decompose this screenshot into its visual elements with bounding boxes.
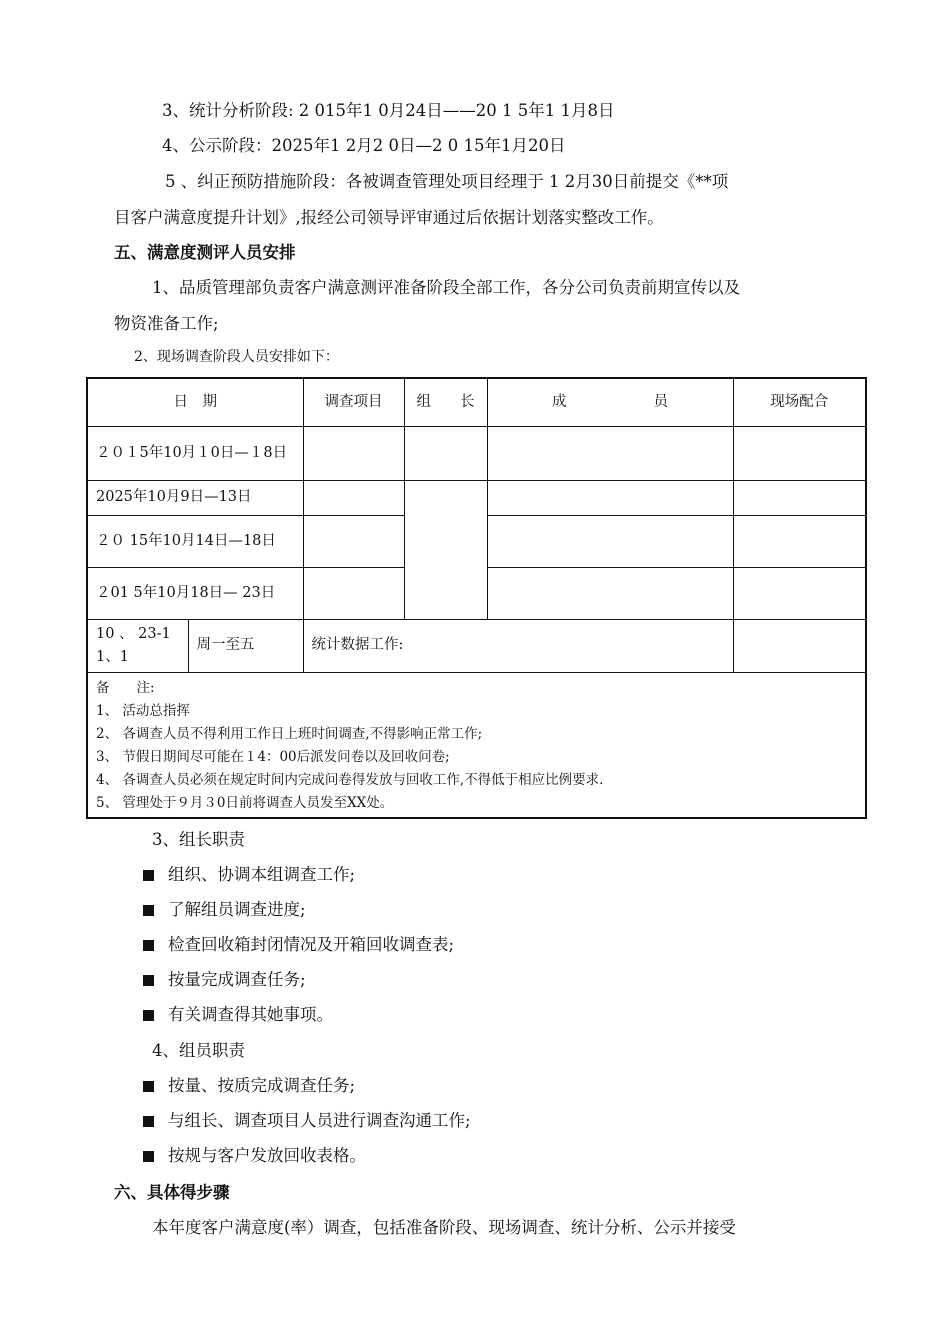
paragraph-quality-dept-2: 物资准备工作; <box>114 314 219 333</box>
member-duties-title: 4、组员职责 <box>152 1041 245 1060</box>
leader-duties-title: 3、组长职责 <box>152 830 245 849</box>
list-item-text: 组织、协调本组调查工作; <box>168 865 356 884</box>
note-item: 1、 活动总指挥 <box>96 702 190 719</box>
header-support: 现场配合 <box>733 378 866 426</box>
note-item: 4、 各调查人员必须在规定时间内完成问卷得发放与回收工作,不得低于相应比例要求. <box>96 771 604 788</box>
list-item-text: 按量、按质完成调查任务; <box>168 1076 356 1095</box>
list-item-text: 检查回收箱封闭情况及开箱回收调查表; <box>168 935 455 954</box>
list-item <box>143 1072 355 1096</box>
notes-row <box>87 672 866 818</box>
header-project: 调查项目 <box>303 378 404 426</box>
leader-cell-merged <box>404 480 487 619</box>
members-cell <box>487 515 733 567</box>
list-item-text: 与组长、调查项目人员进行调查沟通工作; <box>168 1111 471 1130</box>
leader-cell <box>404 426 487 480</box>
list-item-text: 按规与客户发放回收表格。 <box>168 1146 366 1165</box>
list-item <box>143 931 454 955</box>
notes-title: 备 注: <box>96 679 155 696</box>
list-item <box>143 1142 366 1166</box>
date-cell: ２01 5年10月18日— 23日 <box>87 567 303 619</box>
list-item <box>143 896 306 920</box>
project-cell <box>303 480 404 515</box>
list-item <box>143 966 306 990</box>
paragraph-statistics-phase: 3、统计分析阶段: 2 015年1 0月24日——20 1 5年1 1月8日 <box>162 101 615 120</box>
square-bullet-icon <box>143 1010 154 1021</box>
members-cell <box>487 480 733 515</box>
members-cell <box>487 567 733 619</box>
note-item: 5、 管理处于９月３0日前将调查人员发至XX处。 <box>96 794 394 811</box>
square-bullet-icon <box>143 905 154 916</box>
project-cell <box>303 515 404 567</box>
header-leader: 组 长 <box>404 378 487 426</box>
paragraph-corrective-phase-2: 目客户满意度提升计划》,报经公司领导评审通过后依据计划落实整改工作。 <box>114 208 664 227</box>
table-row-statistics <box>87 619 866 672</box>
members-cell <box>487 426 733 480</box>
header-members: 成 员 <box>487 378 733 426</box>
stats-task-cell: 统计数据工作: <box>303 619 733 672</box>
paragraph-section-6: 本年度客户满意度(率）调查，包括准备阶段、现场调查、统计分析、公示并接受 <box>152 1218 736 1237</box>
square-bullet-icon <box>143 940 154 951</box>
date-cell: ２０１5年10月１0日—１8日 <box>87 426 303 480</box>
square-bullet-icon <box>143 975 154 986</box>
heading-section-5: 五、满意度测评人员安排 <box>114 243 296 262</box>
support-cell <box>733 480 866 515</box>
notes-cell <box>87 672 866 818</box>
project-cell <box>303 426 404 480</box>
list-item <box>143 1107 471 1131</box>
paragraph-quality-dept-1: 1、品质管理部负责客户满意测评准备阶段全部工作，各分公司负责前期宣传以及 <box>152 278 740 297</box>
list-item-text: 有关调查得其她事项。 <box>168 1005 333 1024</box>
support-cell <box>733 567 866 619</box>
square-bullet-icon <box>143 1116 154 1127</box>
table-row <box>87 426 866 480</box>
date-cell: 2025年10月9日—13日 <box>87 480 303 515</box>
paragraph-onsite-arrangement: 2、现场调查阶段人员安排如下： <box>134 349 339 365</box>
support-cell <box>733 426 866 480</box>
square-bullet-icon <box>143 1081 154 1092</box>
support-cell <box>733 619 866 672</box>
paragraph-publicity-phase: 4、公示阶段：2025年1 2月2 0日—2 0 15年1月20日 <box>162 136 566 155</box>
square-bullet-icon <box>143 870 154 881</box>
date-cell: ２０ 15年10月14日—18日 <box>87 515 303 567</box>
stats-days-cell: 周一至五 <box>188 619 303 672</box>
table-row <box>87 480 866 515</box>
list-item-text: 按量完成调查任务; <box>168 970 306 989</box>
square-bullet-icon <box>143 1151 154 1162</box>
table-header-row <box>87 378 866 426</box>
list-item <box>143 1001 333 1025</box>
list-item-text: 了解组员调查进度; <box>168 900 306 919</box>
note-item: 3、 节假日期间尽可能在１4：00后派发问卷以及回收问卷; <box>96 748 450 765</box>
support-cell <box>733 515 866 567</box>
project-cell <box>303 567 404 619</box>
list-item <box>143 861 355 885</box>
note-item: 2、 各调查人员不得利用工作日上班时间调查,不得影响正常工作; <box>96 725 483 742</box>
header-date: 日 期 <box>87 378 303 426</box>
paragraph-corrective-phase-1: 5 、纠正预防措施阶段：各被调查管理处项目经理于 1 2月30日前提交《**项 <box>165 172 729 191</box>
staff-schedule-table <box>86 377 867 819</box>
heading-section-6: 六、具体得步骤 <box>114 1183 230 1202</box>
stats-date-cell: 10 、 23-11、1 <box>87 619 188 672</box>
